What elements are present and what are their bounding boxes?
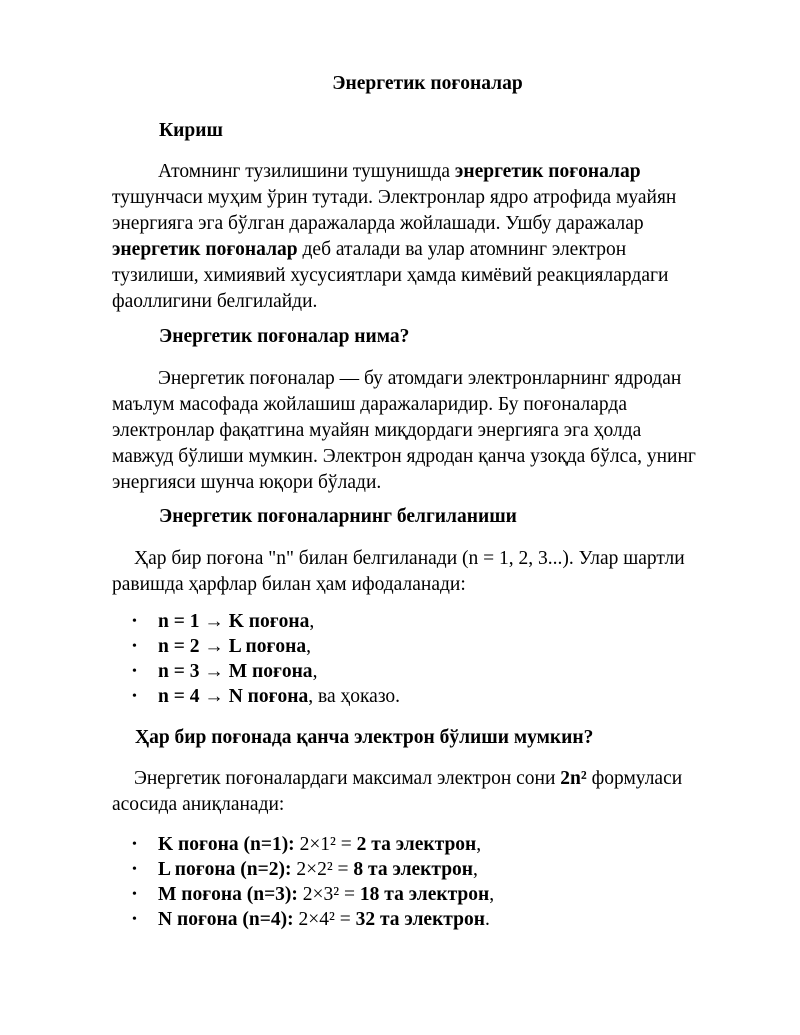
capacity-list (112, 832, 494, 932)
bullet-icon: • (132, 837, 137, 852)
bullet-icon: • (132, 912, 137, 927)
notation-line: Ҳар бир поғона "n" билан белгиланади (n = 1, 2, 3...). Улар шартли (134, 548, 685, 569)
capacity-line: Энергетик поғоналардаги максимал электрон сони 2n² формуласи (134, 768, 683, 789)
capacity-line: асосида аниқланади: (112, 794, 285, 815)
bullet-icon: • (132, 887, 137, 902)
bullet-icon: • (132, 689, 137, 704)
what-line: Энергетик поғоналар — бу атомдаги электронларнинг ядродан (158, 368, 682, 389)
list-item: • n = 1 → K поғона, (132, 611, 315, 632)
what-heading: Энергетик поғоналар нима? (159, 326, 410, 347)
list-item: • M поғона (n=3): 2×3² = 18 та электрон, (132, 884, 495, 905)
notation-line: равишда ҳарфлар билан ҳам ифодаланади: (112, 574, 466, 595)
list-item: • K поғона (n=1): 2×1² = 2 та электрон, (132, 834, 482, 855)
intro-line: фаоллигини белгилайди. (112, 291, 318, 312)
bullet-icon: • (132, 639, 137, 654)
intro-line: энергетик поғоналар деб аталади ва улар атомнинг электрон (112, 239, 627, 260)
bullet-icon: • (132, 862, 137, 877)
bullet-icon: • (132, 664, 137, 679)
notation-list (112, 609, 400, 709)
intro-line: энергияга эга бўлган даражаларда жойлашади. Ушбу даражалар (112, 213, 644, 234)
intro-line: тузилиши, химиявий хусусиятлари ҳамда кимёвий реакциялардаги (112, 265, 669, 286)
notation-paragraph (112, 546, 752, 598)
intro-line: тушунчаси муҳим ўрин тутади. Электронлар ядро атрофида муайян (112, 187, 677, 208)
list-item: • L поғона (n=2): 2×2² = 8 та электрон, (132, 859, 478, 880)
what-line: маълум масофада жойлашиш даражаларидир. Бу поғоналарда (112, 394, 627, 415)
what-line: электронлар фақатгина муайян миқдордаги энергияга эга ҳолда (112, 420, 642, 441)
list-item: • n = 4 → N поғона, ва ҳоказо. (132, 686, 401, 707)
bullet-icon: • (132, 614, 137, 629)
what-paragraph (112, 366, 752, 496)
intro-line: Атомнинг тузилишини тушунишда энергетик поғоналар (158, 161, 641, 182)
list-item: • n = 3 → M поғона, (132, 661, 318, 682)
intro-heading: Кириш (159, 120, 223, 141)
notation-heading: Энергетик поғоналарнинг белгиланиши (159, 506, 517, 527)
intro-paragraph (112, 159, 752, 315)
list-item: • N поғона (n=4): 2×4² = 32 та электрон. (132, 909, 490, 930)
capacity-paragraph (112, 766, 752, 818)
what-line: мавжуд бўлиши мумкин. Электрон ядродан қанча узоқда бўлса, унинг (112, 446, 696, 467)
what-line: энергияси шунча юқори бўлади. (112, 472, 382, 493)
document-title: Энергетик поғоналар (332, 73, 523, 94)
list-item: • n = 2 → L поғона, (132, 636, 311, 657)
capacity-heading: Ҳар бир поғонада қанча электрон бўлиши мумкин? (135, 727, 594, 748)
